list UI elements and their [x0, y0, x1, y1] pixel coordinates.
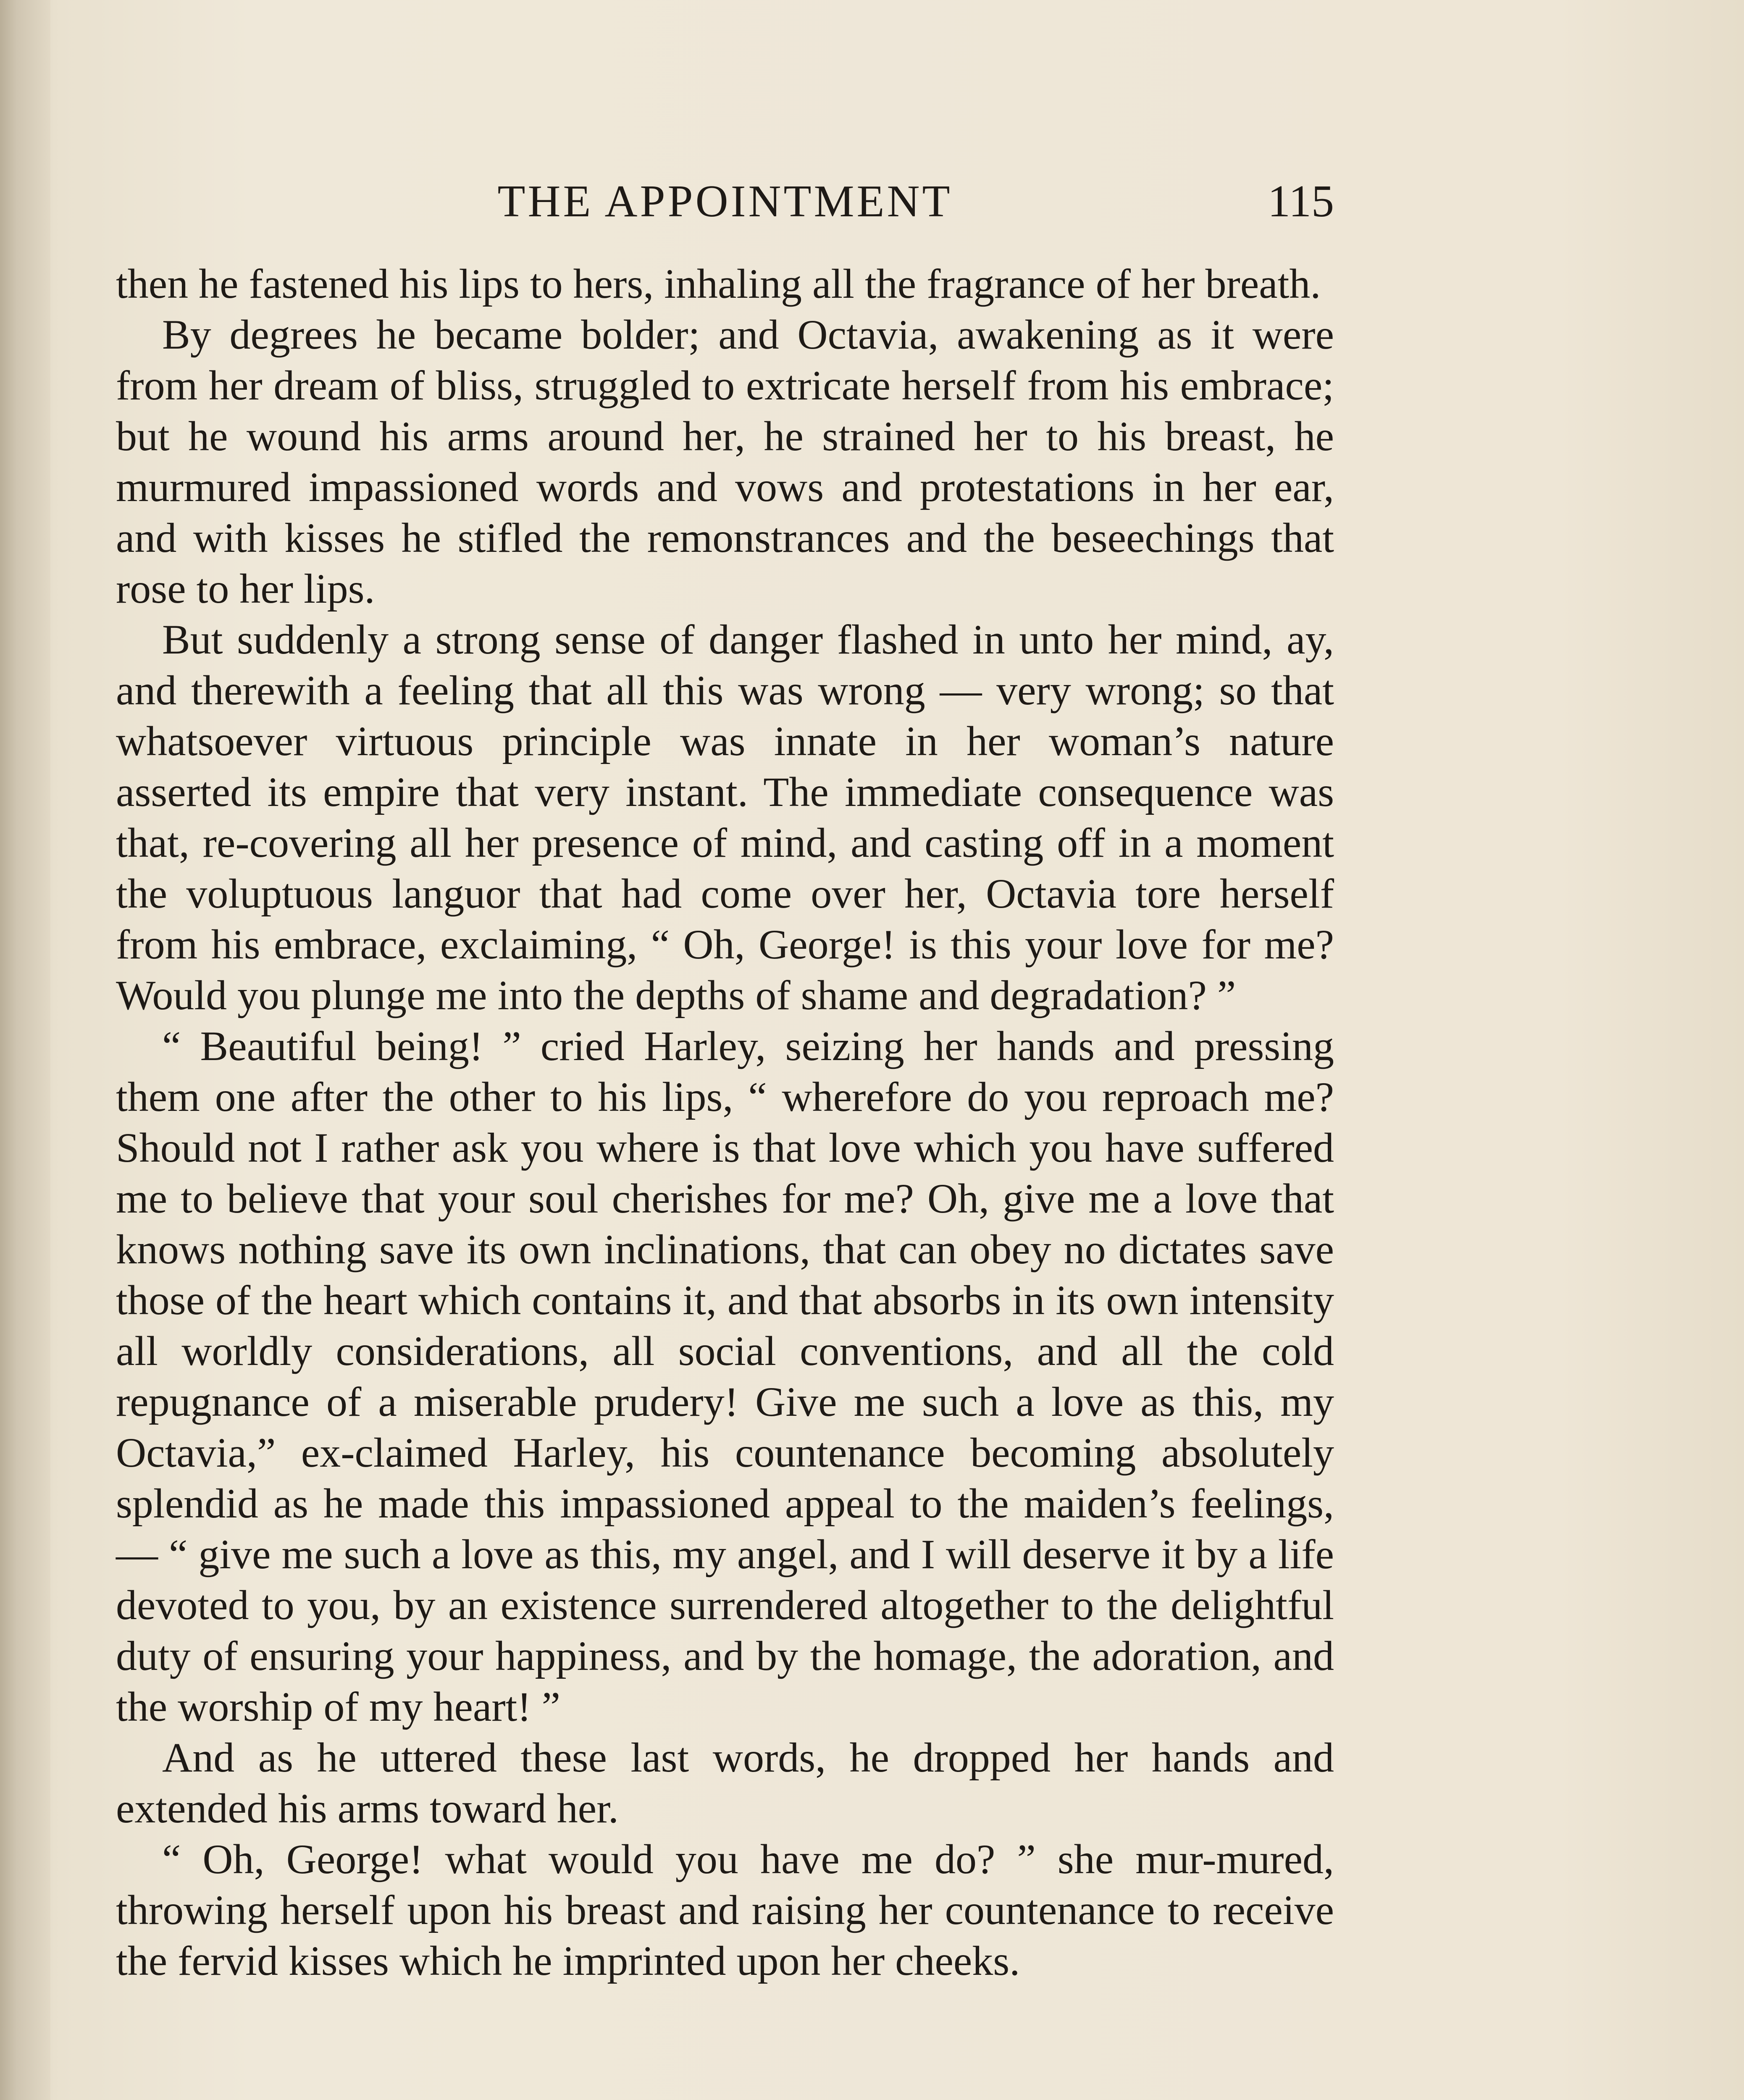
paragraph: “ Oh, George! what would you have me do? ” she mur-mured, throwing herself upon his breast and raising her countenance to receive the fervid kisses which he imprinted upon her cheeks. — [116, 1836, 1334, 1984]
running-header — [116, 170, 1334, 233]
book-gutter — [0, 0, 50, 2100]
running-title: THE APPOINTMENT — [497, 176, 953, 226]
paragraph: And as he uttered these last words, he dropped her hands and extended his arms toward her. — [116, 1734, 1334, 1832]
paragraph: By degrees he became bolder; and Octavia, awakening as it were from her dream of bliss, struggled to extricate herself from his embrace; but he wound his arms around her, he strained her to his breast, he murmured impassioned words and vows and protestations in her ear, and with kisses he stifled the remonstrances and the beseechings that rose to her lips. — [116, 311, 1334, 612]
paragraph: then he fastened his lips to hers, inhaling all the fragrance of her breath. — [116, 260, 1321, 307]
paragraph: “ Beautiful being! ” cried Harley, seizing her hands and pressing them one after the other to his lips, “ wherefore do you reproach me? Should not I rather ask you where is that love which you have suffered me to believe that your soul cherishes for me? Oh, give me a love that knows nothing save its own inclinations, that can obey no dictates save those of the heart which contains it, and that absorbs in its own intensity all worldly considerations, all social conventions, and all the cold repugnance of a miserable prudery! Give me such a love as this, my Octavia,” ex-claimed Harley, his countenance becoming absolutely splendid as he made this impassioned appeal to the maiden’s feelings, — “ give me such a love as this, my angel, and I will deserve it by a life devoted to you, by an existence surrendered altogether to the delightful duty of ensuring your happiness, and by the homage, the adoration, and the worship of my heart! ” — [116, 1023, 1334, 1730]
paragraph: But suddenly a strong sense of danger flashed in unto her mind, ay, and therewith a feeling that all this was wrong — very wrong; so that whatsoever virtuous principle was innate in her woman’s nature asserted its empire that very instant. The immediate consequence was that, re-covering all her presence of mind, and casting off in a moment the voluptuous languor that had come over her, Octavia tore herself from his embrace, exclaiming, “ Oh, George! is this your love for me? Would you plunge me into the depths of shame and degradation? ” — [116, 616, 1334, 1018]
page-number: 115 — [1268, 176, 1334, 226]
body-text — [116, 258, 1334, 1986]
